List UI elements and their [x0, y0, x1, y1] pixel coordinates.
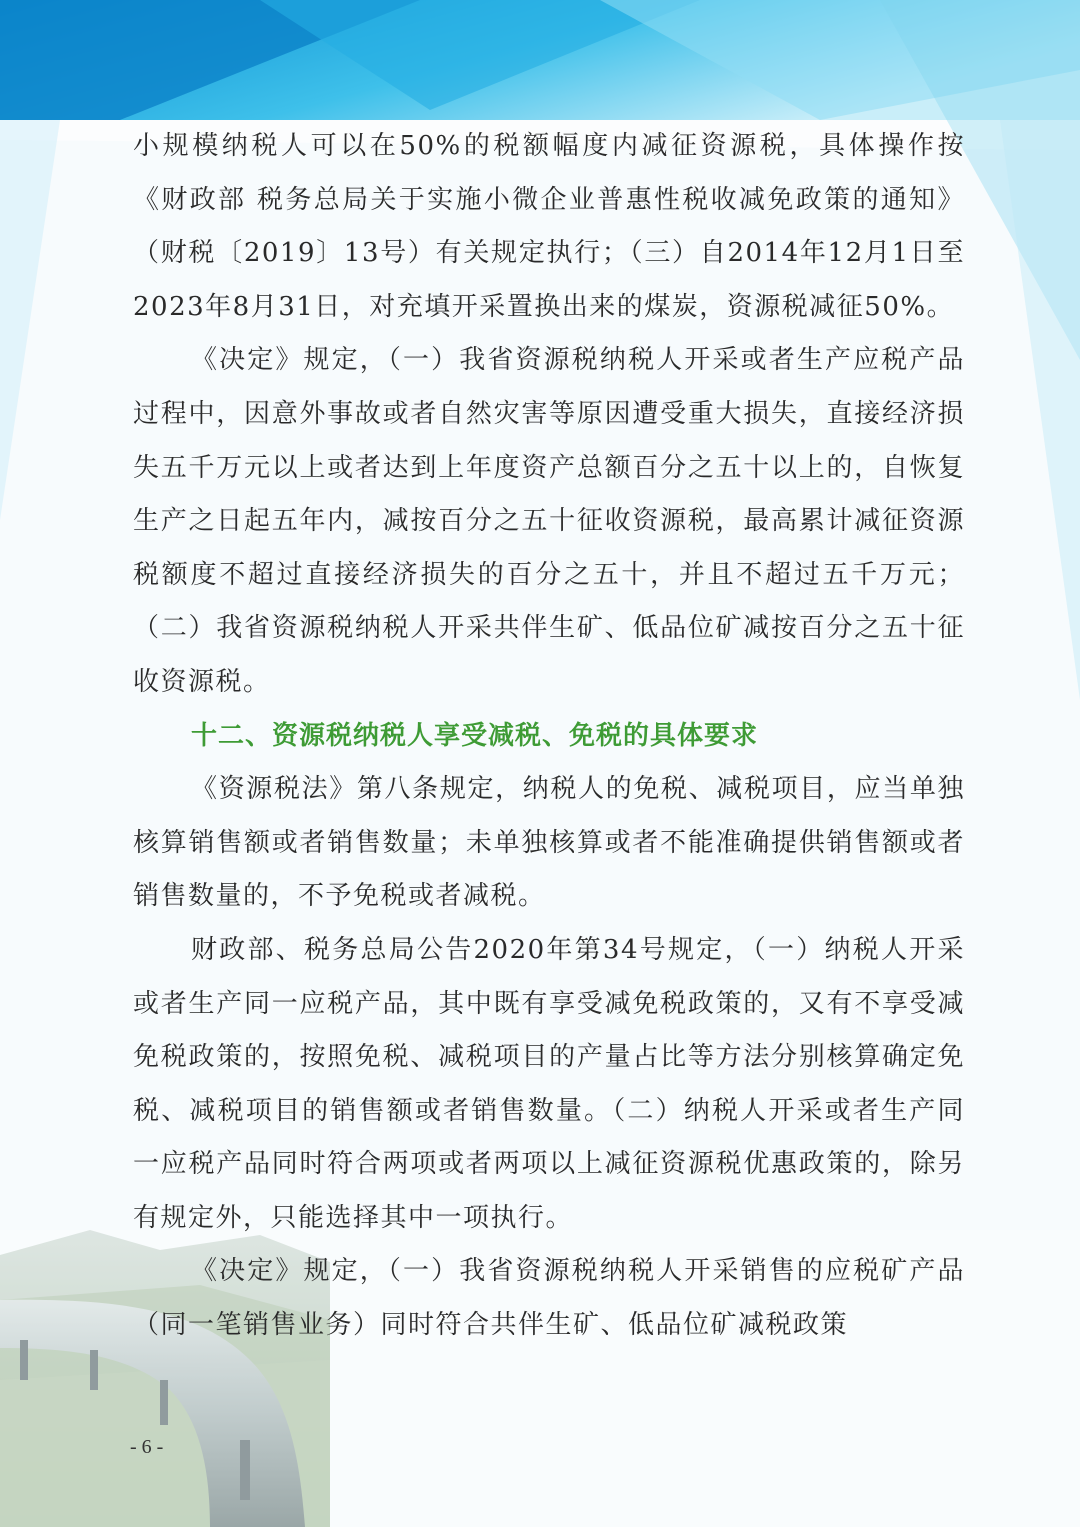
body-text [133, 120, 965, 1353]
paragraph-3: 《资源税法》第八条规定，纳税人的免税、减税项目，应当单独核算销售额或者销售数量；未单独核算或者不能准确提供销售额或者销售数量的，不予免税或者减税。 [133, 774, 965, 912]
page-number: - 6 - [130, 1436, 164, 1458]
paragraph-2: 《决定》规定，（一）我省资源税纳税人开采或者生产应税产品过程中，因意外事故或者自然灾害等原因遭受重大损失，直接经济损失五千万元以上或者达到上年度资产总额百分之五十以上的，自恢复生产之日起五年内，减按百分之五十征收资源税，最高累计减征资源税额度不超过直接经济损失的百分之五十，并且不超过五千万元；（二）我省资源税纳税人开采共伴生矿、低品位矿减按百分之五十征收资源税。 [133, 345, 965, 697]
paragraph-1: 小规模纳税人可以在50%的税额幅度内减征资源税，具体操作按《财政部 税务总局关于实施小微企业普惠性税收减免政策的通知》（财税〔2019〕13号）有关规定执行；（三）自2014年12月1日至2023年8月31日，对充填开采置换出来的煤炭，资源税减征50%。 [133, 131, 965, 322]
paragraph-5: 《决定》规定，（一）我省资源税纳税人开采销售的应税矿产品（同一笔销售业务）同时符合共伴生矿、低品位矿减税政策 [133, 1256, 965, 1341]
paragraph-4: 财政部、税务总局公告2020年第34号规定，（一）纳税人开采或者生产同一应税产品，其中既有享受减免税政策的，又有不享受减免税政策的，按照免税、减税项目的产量占比等方法分别核算确定免税、减税项目的销售额或者销售数量。（二）纳税人开采或者生产同一应税产品同时符合两项或者两项以上减征资源税优惠政策的，除另有规定外，只能选择其中一项执行。 [133, 934, 965, 1233]
section-heading: 十二、资源税纳税人享受减税、免税的具体要求 [191, 720, 759, 751]
